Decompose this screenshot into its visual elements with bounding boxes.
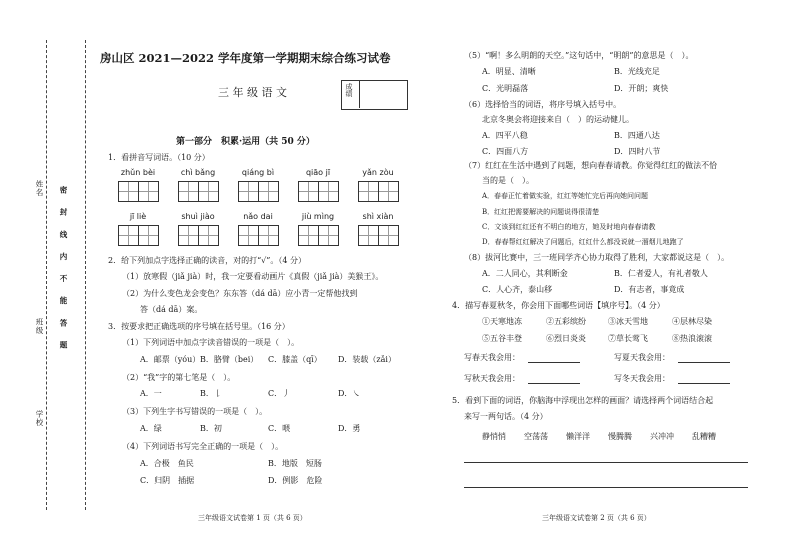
- score-label: 成绩: [345, 83, 353, 97]
- q5-answer-line[interactable]: [464, 487, 748, 488]
- pinyin-label: shì xiàn: [362, 212, 394, 221]
- q3-sub-7: （7）红红在生活中遇到了问题，想向春春请教。你觉得红红的做法不恰: [464, 161, 718, 170]
- exam-title: 房山区 2021—2022 学年度第一学期期末综合练习试卷: [100, 51, 391, 65]
- option[interactable]: B．初: [200, 424, 222, 433]
- option[interactable]: A．明显、清晰: [482, 67, 536, 76]
- option[interactable]: A．合极 鱼民: [140, 459, 194, 468]
- class-label: 班级: [35, 318, 44, 335]
- q3-sub-6: （6）选择恰当的词语，将序号填入括号中。: [464, 100, 622, 109]
- q4-word: ⑥烈日炎炎: [546, 334, 586, 343]
- q5-word: 空荡荡: [524, 432, 548, 441]
- option[interactable]: B．四通八达: [614, 131, 660, 140]
- q5-label-cont: 来写一两句话。（4 分）: [464, 412, 548, 421]
- subject-title: 三 年 级 语 文: [218, 86, 287, 99]
- q1-label: 1．看拼音写词语。（10 分）: [108, 153, 210, 162]
- option[interactable]: D．四时八节: [614, 147, 661, 156]
- score-box-divider: [359, 80, 360, 108]
- option[interactable]: D．勇: [338, 424, 361, 433]
- summer-answer-line[interactable]: [678, 362, 730, 363]
- q3-sub-8: （8）拔河比赛中，三一班同学齐心协力取得了胜利，大家都说这是（ ）。: [464, 253, 730, 262]
- pinyin-label: yǎn zòu: [362, 168, 394, 177]
- q5-answer-line[interactable]: [464, 462, 748, 463]
- writing-box[interactable]: [238, 225, 278, 246]
- pinyin-label: qiāo jī: [305, 168, 331, 177]
- option[interactable]: B．红红把需要解决的问题说得很清楚: [482, 208, 600, 216]
- q2-label: 2．给下列加点字选择正确的读音，对的打“√”。（4 分）: [108, 256, 306, 265]
- footer-right: 三年级语文试卷第 2 页（共 6 页）: [542, 514, 651, 522]
- option[interactable]: C．人心齐，泰山移: [482, 285, 553, 294]
- q4-word: ③冰天雪地: [608, 317, 648, 326]
- option[interactable]: D．开朗；爽快: [614, 84, 669, 93]
- option[interactable]: A．绿: [140, 424, 162, 433]
- q2-item-1: （1）放寒假（jiǎ jià）时，我一定要看动画片《真假（jiǎ jià）美猴王》。: [122, 272, 384, 281]
- option[interactable]: D．例影 危险: [268, 476, 323, 485]
- q4-word: ①天寒地冻: [482, 317, 522, 326]
- pinyin-label: qiáng bì: [241, 168, 275, 177]
- q3-sub-4: （4）下列词语书写完全正确的一项是（ ）。: [122, 442, 284, 451]
- binding-line-outer: [46, 40, 47, 510]
- q3-sub-7-cont: 当的是（ ）。: [482, 176, 534, 185]
- option[interactable]: B．仁者爱人，有礼者敬人: [614, 269, 708, 278]
- option[interactable]: C．四面八方: [482, 147, 529, 156]
- option[interactable]: B．胳臂（bei）: [200, 355, 259, 364]
- writing-box[interactable]: [298, 225, 338, 246]
- q4-word: ⑤五谷丰登: [482, 334, 522, 343]
- writing-box[interactable]: [238, 181, 278, 202]
- pinyin-label: zhǔn bèi: [120, 168, 156, 177]
- option[interactable]: A．二人同心，其利断金: [482, 269, 568, 278]
- writing-box[interactable]: [118, 181, 158, 202]
- option[interactable]: D．㇏: [338, 389, 361, 398]
- option[interactable]: C．喂: [268, 424, 291, 433]
- q3-sub-2: （2）“我”字的第七笔是（ ）。: [122, 373, 236, 382]
- q4-word: ⑦草长莺飞: [608, 334, 648, 343]
- q3-sub-5: （5）“啊！多么明朗的天空。”这句话中，“明朗”的意思是（ ）。: [464, 51, 694, 60]
- winter-label: 写冬天我会用：: [614, 374, 670, 383]
- q3-sub-1: （1）下列词语中加点字读音错误的一项是（ ）。: [122, 338, 300, 347]
- q3-label: 3．按要求把正确选项的序号填在括号里。（16 分）: [108, 322, 290, 331]
- q4-label: 4．描写春夏秋冬，你会用下面哪些词语【填序号】。（4 分）: [452, 301, 665, 310]
- q2-item-2: （2）为什么变色龙会变色？东东答（dá dā）应小青一定帮他找到: [122, 289, 358, 298]
- summer-label: 写夏天我会用：: [614, 353, 670, 362]
- option[interactable]: A．四平八稳: [482, 131, 528, 140]
- option[interactable]: B．𠄌: [200, 389, 222, 398]
- school-label: 学校: [35, 410, 44, 427]
- name-label: 姓名: [35, 180, 44, 197]
- autumn-label: 写秋天我会用：: [464, 374, 520, 383]
- option[interactable]: C．文该到红红还有不明白的地方，她及时地向春春请教: [482, 223, 656, 231]
- pinyin-label: jī liè: [129, 212, 147, 221]
- spring-label: 写春天我会用：: [464, 353, 520, 362]
- writing-box[interactable]: [298, 181, 338, 202]
- writing-box[interactable]: [118, 225, 158, 246]
- option[interactable]: D．春春帮红红解决了问题后，红红什么都没说就一溜烟儿地跑了: [482, 238, 684, 246]
- q3-sub-6-sentence: 北京冬奥会将迎接来自（ ）的运动健儿。: [482, 115, 634, 124]
- option[interactable]: C．光明磊落: [482, 84, 529, 93]
- q5-word: 懒洋洋: [566, 432, 590, 441]
- binding-line-inner: [85, 40, 86, 510]
- option[interactable]: C．膝盖（qī）: [268, 355, 322, 364]
- pinyin-label: chì bǎng: [180, 168, 216, 177]
- q3-sub-3: （3）下列生字书写错误的一项是（ ）。: [122, 407, 268, 416]
- option[interactable]: D．有志者，事竟成: [614, 285, 685, 294]
- pinyin-label: jiù mìng: [301, 212, 335, 221]
- q4-word: ④层林尽染: [672, 317, 712, 326]
- option[interactable]: B．地版 短肠: [268, 459, 322, 468]
- pinyin-label: shuì jiào: [181, 212, 215, 221]
- q5-word: 静悄悄: [482, 432, 506, 441]
- part1-title: 第一部分 积累·运用（共 50 分）: [176, 137, 315, 147]
- writing-box[interactable]: [178, 225, 218, 246]
- option[interactable]: A．一: [140, 389, 162, 398]
- option[interactable]: C．丿: [268, 389, 291, 398]
- spring-answer-line[interactable]: [528, 362, 580, 363]
- option[interactable]: D．装载（zǎi）: [338, 355, 396, 364]
- autumn-answer-line[interactable]: [528, 383, 580, 384]
- q5-label: 5．看到下面的词语，你脑海中浮现出怎样的画面？请选择两个词语结合起: [452, 396, 714, 405]
- writing-box[interactable]: [358, 181, 398, 202]
- seal-line-text: 密 封 线 内 不 能 答 题: [59, 186, 68, 355]
- q4-word: ②五彩缤纷: [546, 317, 586, 326]
- writing-box[interactable]: [358, 225, 398, 246]
- q5-word: 兴冲冲: [650, 432, 674, 441]
- writing-box[interactable]: [178, 181, 218, 202]
- option[interactable]: A．春春正忙着做实验，红红等她忙完后再向她问问题: [482, 192, 649, 200]
- winter-answer-line[interactable]: [678, 383, 730, 384]
- q4-word: ⑧热浪滚滚: [672, 334, 712, 343]
- q5-word: 乱糟糟: [692, 432, 716, 441]
- option[interactable]: A．邮票（yóu）: [140, 355, 201, 364]
- pinyin-label: nǎo dai: [243, 212, 273, 221]
- option[interactable]: C．归阴 插据: [140, 476, 195, 485]
- footer-left: 三年级语文试卷第 1 页（共 6 页）: [198, 514, 307, 522]
- option[interactable]: B．光线充足: [614, 67, 660, 76]
- q2-item-2-cont: 答（dá dā）案。: [140, 305, 203, 314]
- q5-word: 慢腾腾: [608, 432, 632, 441]
